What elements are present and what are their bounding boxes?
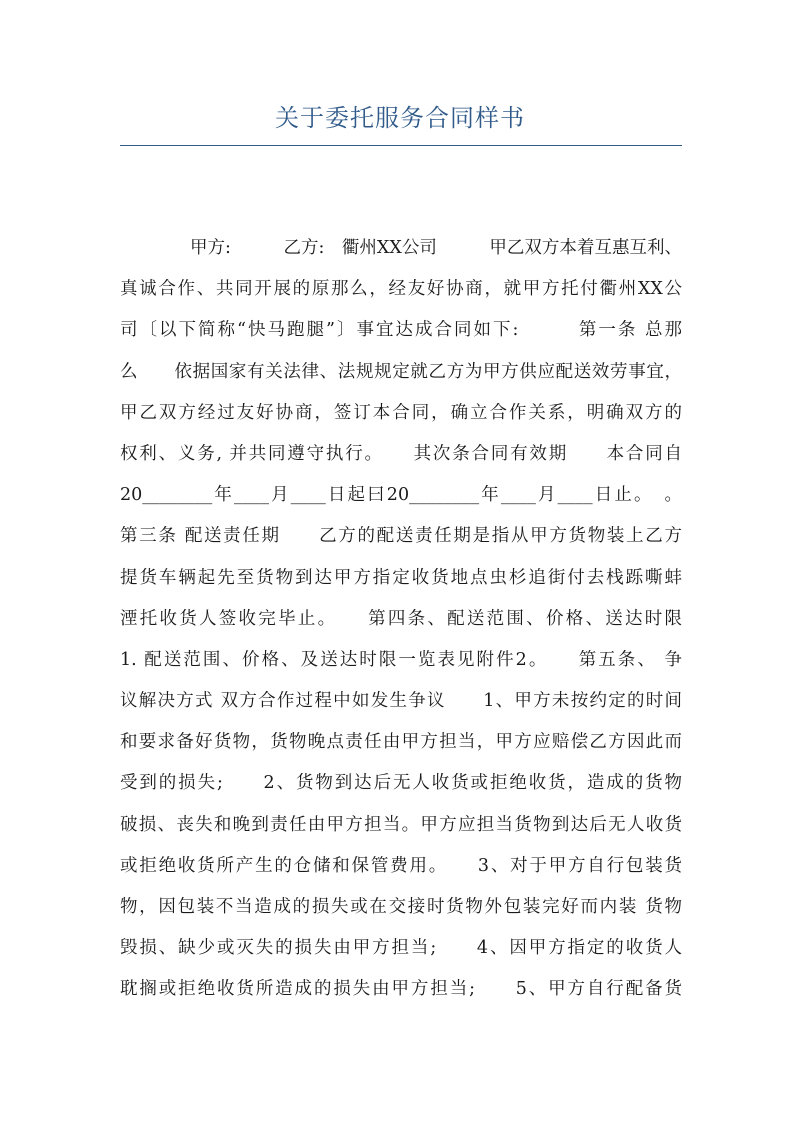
document-title: 关于委托服务合同样书	[275, 104, 525, 132]
body-line: 甲乙双方经过友好协商，签订本合同，确立合作关系，明确双方的	[120, 402, 682, 423]
body-line: 毁损、缺少或灭失的损失由甲方担当; 4、因甲方指定的收货人	[120, 938, 682, 959]
body-line: 权利、义务, 并共同遵守执行。 其次条合同有效期 本合同自	[120, 443, 682, 464]
body-line: 真诚合作、共同开展的原那么，经友好协商，就甲方托付衢州XX公	[120, 279, 682, 300]
body-line: 物，因包装不当造成的损失或在交接时货物外包装完好而内装 货物	[120, 897, 682, 917]
body-line: 么 依据国家有关法律、法规规定就乙方为甲方供应配送效劳事宜，	[120, 361, 682, 382]
body-line: 耽搁或拒绝收货所造成的损失由甲方担当; 5、甲方自行配备货	[120, 979, 682, 1000]
body-line: 议解决方式 双方合作过程中如发生争议 1、甲方未按约定的时间	[120, 691, 682, 712]
document-body	[120, 228, 682, 1011]
body-line: 20________年____月____日起曰20________年____月____日止。 。	[120, 485, 682, 506]
body-line: 甲方: 乙方: 衢州XX公司 甲乙双方本着互惠互利、	[120, 238, 682, 258]
body-line: 1. 配送范围、价格、及送达时限一览表见附件2。 第五条、 争	[120, 649, 682, 670]
body-line: 湮托收货人签收完毕止。 第四条、配送范围、价格、送达时限	[120, 608, 682, 629]
body-line: 或拒绝收货所产生的仓储和保管费用。 3、对于甲方自行包装货	[120, 855, 682, 876]
body-line: 第三条 配送责任期 乙方的配送责任期是指从甲方货物装上乙方	[120, 526, 682, 547]
body-line: 受到的损失; 2、货物到达后无人收货或拒绝收货，造成的货物	[120, 773, 682, 794]
title-underline	[120, 145, 682, 146]
body-line: 提货车辆起先至货物到达甲方指定收货地点虫杉追街付去栈跞嘶蚌	[120, 567, 682, 588]
body-line: 司〔以下简称“快马跑腿”〕事宜达成合同如下: 第一条 总那	[120, 320, 682, 341]
body-line: 和要求备好货物，货物晚点责任由甲方担当，甲方应赔偿乙方因此而	[120, 732, 682, 753]
body-line: 破损、丧失和晚到责任由甲方担当。甲方应担当货物到达后无人收货	[120, 814, 682, 835]
